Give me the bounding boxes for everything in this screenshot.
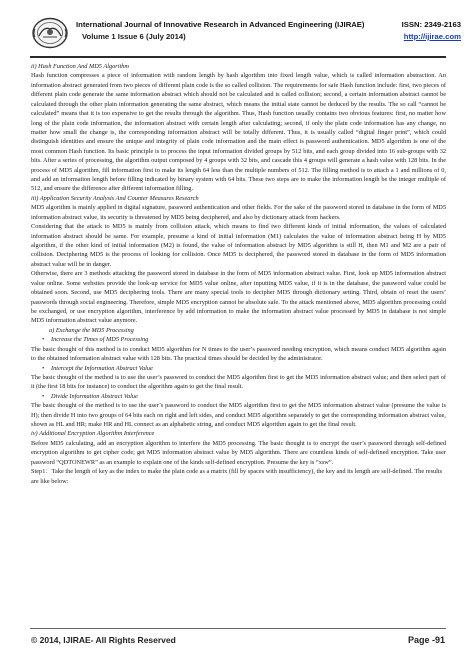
journal-title: International Journal of Innovative Research in Advanced Engineering (IJIRAE)	[76, 20, 365, 29]
bullet-heading: • Divide Information Abstract Value	[51, 392, 446, 401]
page-number: Page -91	[407, 635, 445, 645]
journal-title-line	[76, 20, 461, 29]
page-footer	[31, 635, 445, 649]
paragraph: Hash function compresses a piece of information with random length by hash algorithm into fixed length value, which is called information abstraction. An information abstract generated from two pieces of different plain code is the so called collision. The requirements for safe Hash function include: first, two pieces of different plain code generate the same information abstract which should not be calculated and is called collision; second, a certain information abstract cannot be calculated through the other plain information generating the same abstract, which means the initial state cannot be deduced by the results. The so call “cannot be calculated” means that it is too expensive to get the results through the algorithm. Thus, Hash function usually contains two obvious features: first, no matter how long of the plain code information, the information abstract with certain length after calculating; second, if only the plain code information has any change, no matter how small the change is, the corresponding information abstract will be totally different. Thus, it is usually called “digital finger print”, which could distinguish identities and ensure the unique and integrity of plain code information and the main effect is password authentication. MD5 algorithm is one of the most common Hash function. Its basic principle is to process the input information divided groups by 512 bits, and each group divided into 16 sub-groups with 32 bits. After a series of processing, the algorithm output composed by 4 groups with 32 bits, and cascade this 4 groups will generate a hash value with 128 bits. In the process of MD5 algorithm, fill information first to make its length 64 less than the multiple numbers of 512. The filling method is to attach a 1 and millions of 0, and add an information length before filling indicated by binary system with 64 bits. These two steps are to make the information length be the integer multiple of 512, and ensure the difference after different information filling.	[31, 72, 446, 193]
paragraph: The basic thought of the method is to use the user’s password to conduct the MD5 algorithm first to get the MD5 information abstract value; and then select part of it (the first 18 bits for instance) to conduct the algorithm again to get the final result.	[31, 373, 446, 391]
paragraph: The basic thought of this method is to conduct MD5 algorithm for N times to the user’s password needing encryption, which means conduct MD5 algorithm again to the obtained information abstract value with 128 bits. The practical times should be decided by the administrator.	[31, 345, 446, 363]
journal-url-link[interactable]: http://ijirae.com	[403, 32, 461, 41]
paragraph: The basic thought of the method is to use the user’s password to conduct the MD5 algorithm first to get the MD5 information abstract value (presume the value is H); then divide H into two groups of 64 bits each on right and left sides, and conduct MD5 algorithm separately to get the corresponding information abstract value, shown as HL and HR; make HR and HL connect as an alphabetic string, and conduct MD5 algorithm again to get the final result.	[31, 402, 446, 429]
bullet-heading: • Increase the Times of MD5 Processing	[51, 335, 446, 344]
bullet-heading: • Intercept the Information Abstract Value	[51, 364, 446, 373]
section-heading: ii) Hash Function And MD5 Algorithm	[31, 63, 129, 70]
paragraph: Step1：Take the length of key as the index to make the plain code as a matrix (fill by spaces with insufficiency), the key and its length are self-defined. The results are like below:	[31, 468, 443, 485]
header-divider	[30, 56, 446, 58]
paragraph: Before MD5 calculating, add an encryption algorithm to interfere the MD5 processing. The basic thought is to encrypt the user’s password through self-defined encryption algorithm to get cipher code; get MD5 information abstract value by MD5 algorithm. There are countless kinds of self-defined encryption. Take user password “QDTONEWR” as an example to explain one of the kinds self-defined encryption. Presume the key is “xsw”.	[31, 439, 446, 466]
journal-header	[30, 17, 461, 51]
article-body	[31, 62, 446, 486]
paragraph: Otherwise, there are 3 methods attacking the password stored in database in the form of MD5 information abstract value. First, look up MD5 information abstract value online. Some websites provide the look-up service for MD5 value online, after inputting MD5 value, if it is in the database, the password value could be obtained soon. Second, use MD5 deciphering tools. There are many special tools to decipher MD5 through dictionary setting. Third, obtain of reset the users’ passwords through social engineering. Therefore, simple MD5 encryption cannot be absolute safe. To the attack mentioned above, MD5 algorithm processing could be exchanged, or use encryption algorithm, interference by add information to make the information abstract value processed by MD5 in database is not simple MD5 information abstract value anymore.	[31, 270, 446, 325]
volume-issue: Volume 1 Issue 6 (July 2014)	[82, 32, 186, 41]
footer-divider	[30, 628, 446, 629]
volume-line	[82, 32, 461, 41]
section-heading: iii) Application Security Analysis And Counter Measures Research	[31, 194, 199, 202]
paragraph: Considering that the attack to MD5 is mainly from collision attack, which means to find two different kinds of initial information, the values of calculated information abstract should be same. For example, presume a kind of initial information (M1) calculates the value of information abstract being H by MD5 algorithm, if the other kind of initial information (M2) is found, the value of information abstract by MD5 algorithm is still H, then M1 and M2 are a pair of collision. Deciphering MD5 is the process of looking for collision. Once MD5 is deciphered, the password stored in database in the form of MD5 information abstract value will be in danger.	[31, 223, 446, 268]
issn: ISSN: 2349-2163	[401, 20, 461, 29]
section-heading: iv) Additional Encryption Algorithm Interference	[31, 430, 155, 438]
copyright: © 2014, IJIRAE- All Rights Reserved	[31, 635, 176, 645]
section-heading: a) Exchange the MD5 Processing	[49, 326, 134, 334]
paragraph: MD5 algorithm is mainly applied in digital signature, password authentication and other fields. For the sake of the password stored in database in the form of MD5 information abstract value, its security is threatened by MD5 being deciphered, and also by dictionary attack from hackers.	[31, 204, 446, 221]
journal-seal-logo	[30, 17, 70, 49]
